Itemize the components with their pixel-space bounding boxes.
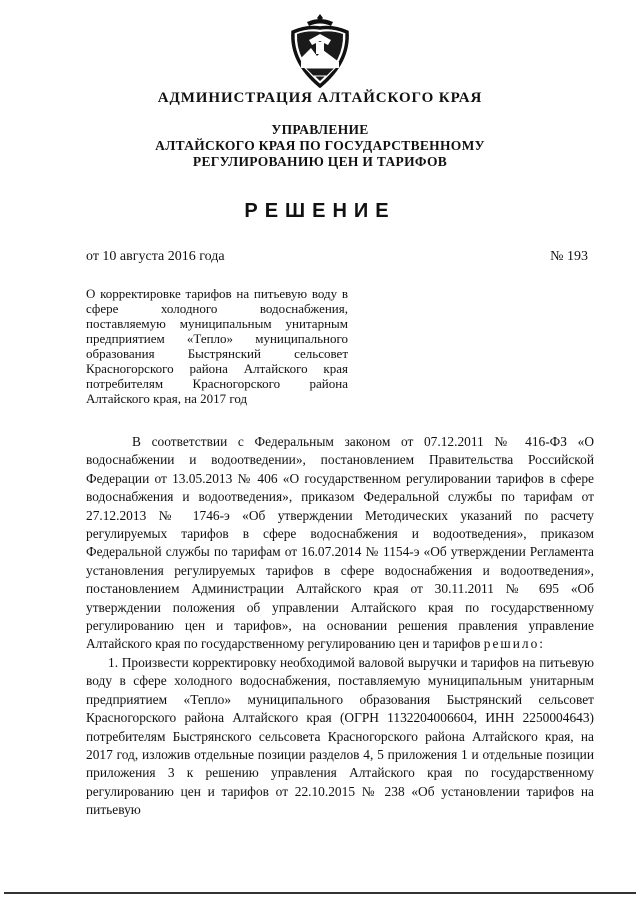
- department-line: УПРАВЛЕНИЕ: [271, 122, 369, 137]
- document-body: [86, 433, 594, 820]
- colon: :: [539, 636, 544, 652]
- body-paragraph: [86, 433, 594, 654]
- department-line: РЕГУЛИРОВАНИЮ ЦЕН И ТАРИФОВ: [192, 154, 448, 169]
- department-title: [0, 122, 640, 170]
- body-paragraph: 1. Произвести корректировку необходимой валовой выручки и тарифов на питьевую воду в сфере холодного водоснабжения, поставляемую муниципальным унитарным предприятием «Тепло» муниципального образования Быстрянский сельсовет Красногорского района Алтайского края (ОГРН 1132204006604, ИНН 2250004643) потребителям Быстрянского сельсовета Красногорского района Алтайского края, на 2017 год, изложив отдельные позиции разделов 4, 5 приложения 1 и отдельные позиции приложения 3 к решению управления Алтайского края по государственному регулированию цен и тарифов от 22.10.2015 № 238 «Об установлении тарифов на питьевую: [86, 654, 594, 818]
- decided-word: решило: [483, 636, 540, 652]
- document-number: № 193: [550, 249, 588, 264]
- coat-of-arms-emblem: [287, 12, 353, 90]
- document-type-heading: РЕШЕНИЕ: [244, 200, 396, 222]
- page-bottom-edge: [4, 892, 636, 894]
- administration-title: АДМИНИСТРАЦИЯ АЛТАЙСКОГО КРАЯ: [157, 90, 483, 106]
- department-line: АЛТАЙСКОГО КРАЯ ПО ГОСУДАРСТВЕННОМУ: [155, 138, 485, 153]
- document-date: от 10 августа 2016 года: [86, 249, 225, 264]
- body-paragraph-text: В соответствии с Федеральным законом от 07.12.2011 № 416-ФЗ «О водоснабжении и водоотведении», постановлением Правительства Российской Федерации от 13.05.2013 № 406 «О государственном регулировании тарифов в сфере водоснабжения и водоотведения», приказом Федеральной службы по тарифам от 27.12.2013 № 1746-э «Об утверждении Методических указаний по расчету регулируемых тарифов в сфере водоснабжения и водоотведения», приказом Федеральной службы по тарифам от 16.07.2014 № 1154-э «Об утверждении Регламента установления регулируемых тарифов в сфере водоснабжения и водоотведения», постановлением Администрации Алтайского края от 30.11.2011 № 695 «Об утверждении положения об управлении Алтайского края по государственному регулированию цен и тарифов», на основании решения правления управление Алтайского края по государственному регулированию цен и тарифов: [86, 434, 594, 652]
- document-subject: О корректировке тарифов на питьевую воду в сфере холодного водоснабжения, поставляемую муниципальным унитарным предприятием «Тепло» муниципального образования Быстрянский сельсовет Красногорского района Алтайского края потребителям Красногорского района Алтайского края, на 2017 год: [86, 286, 348, 406]
